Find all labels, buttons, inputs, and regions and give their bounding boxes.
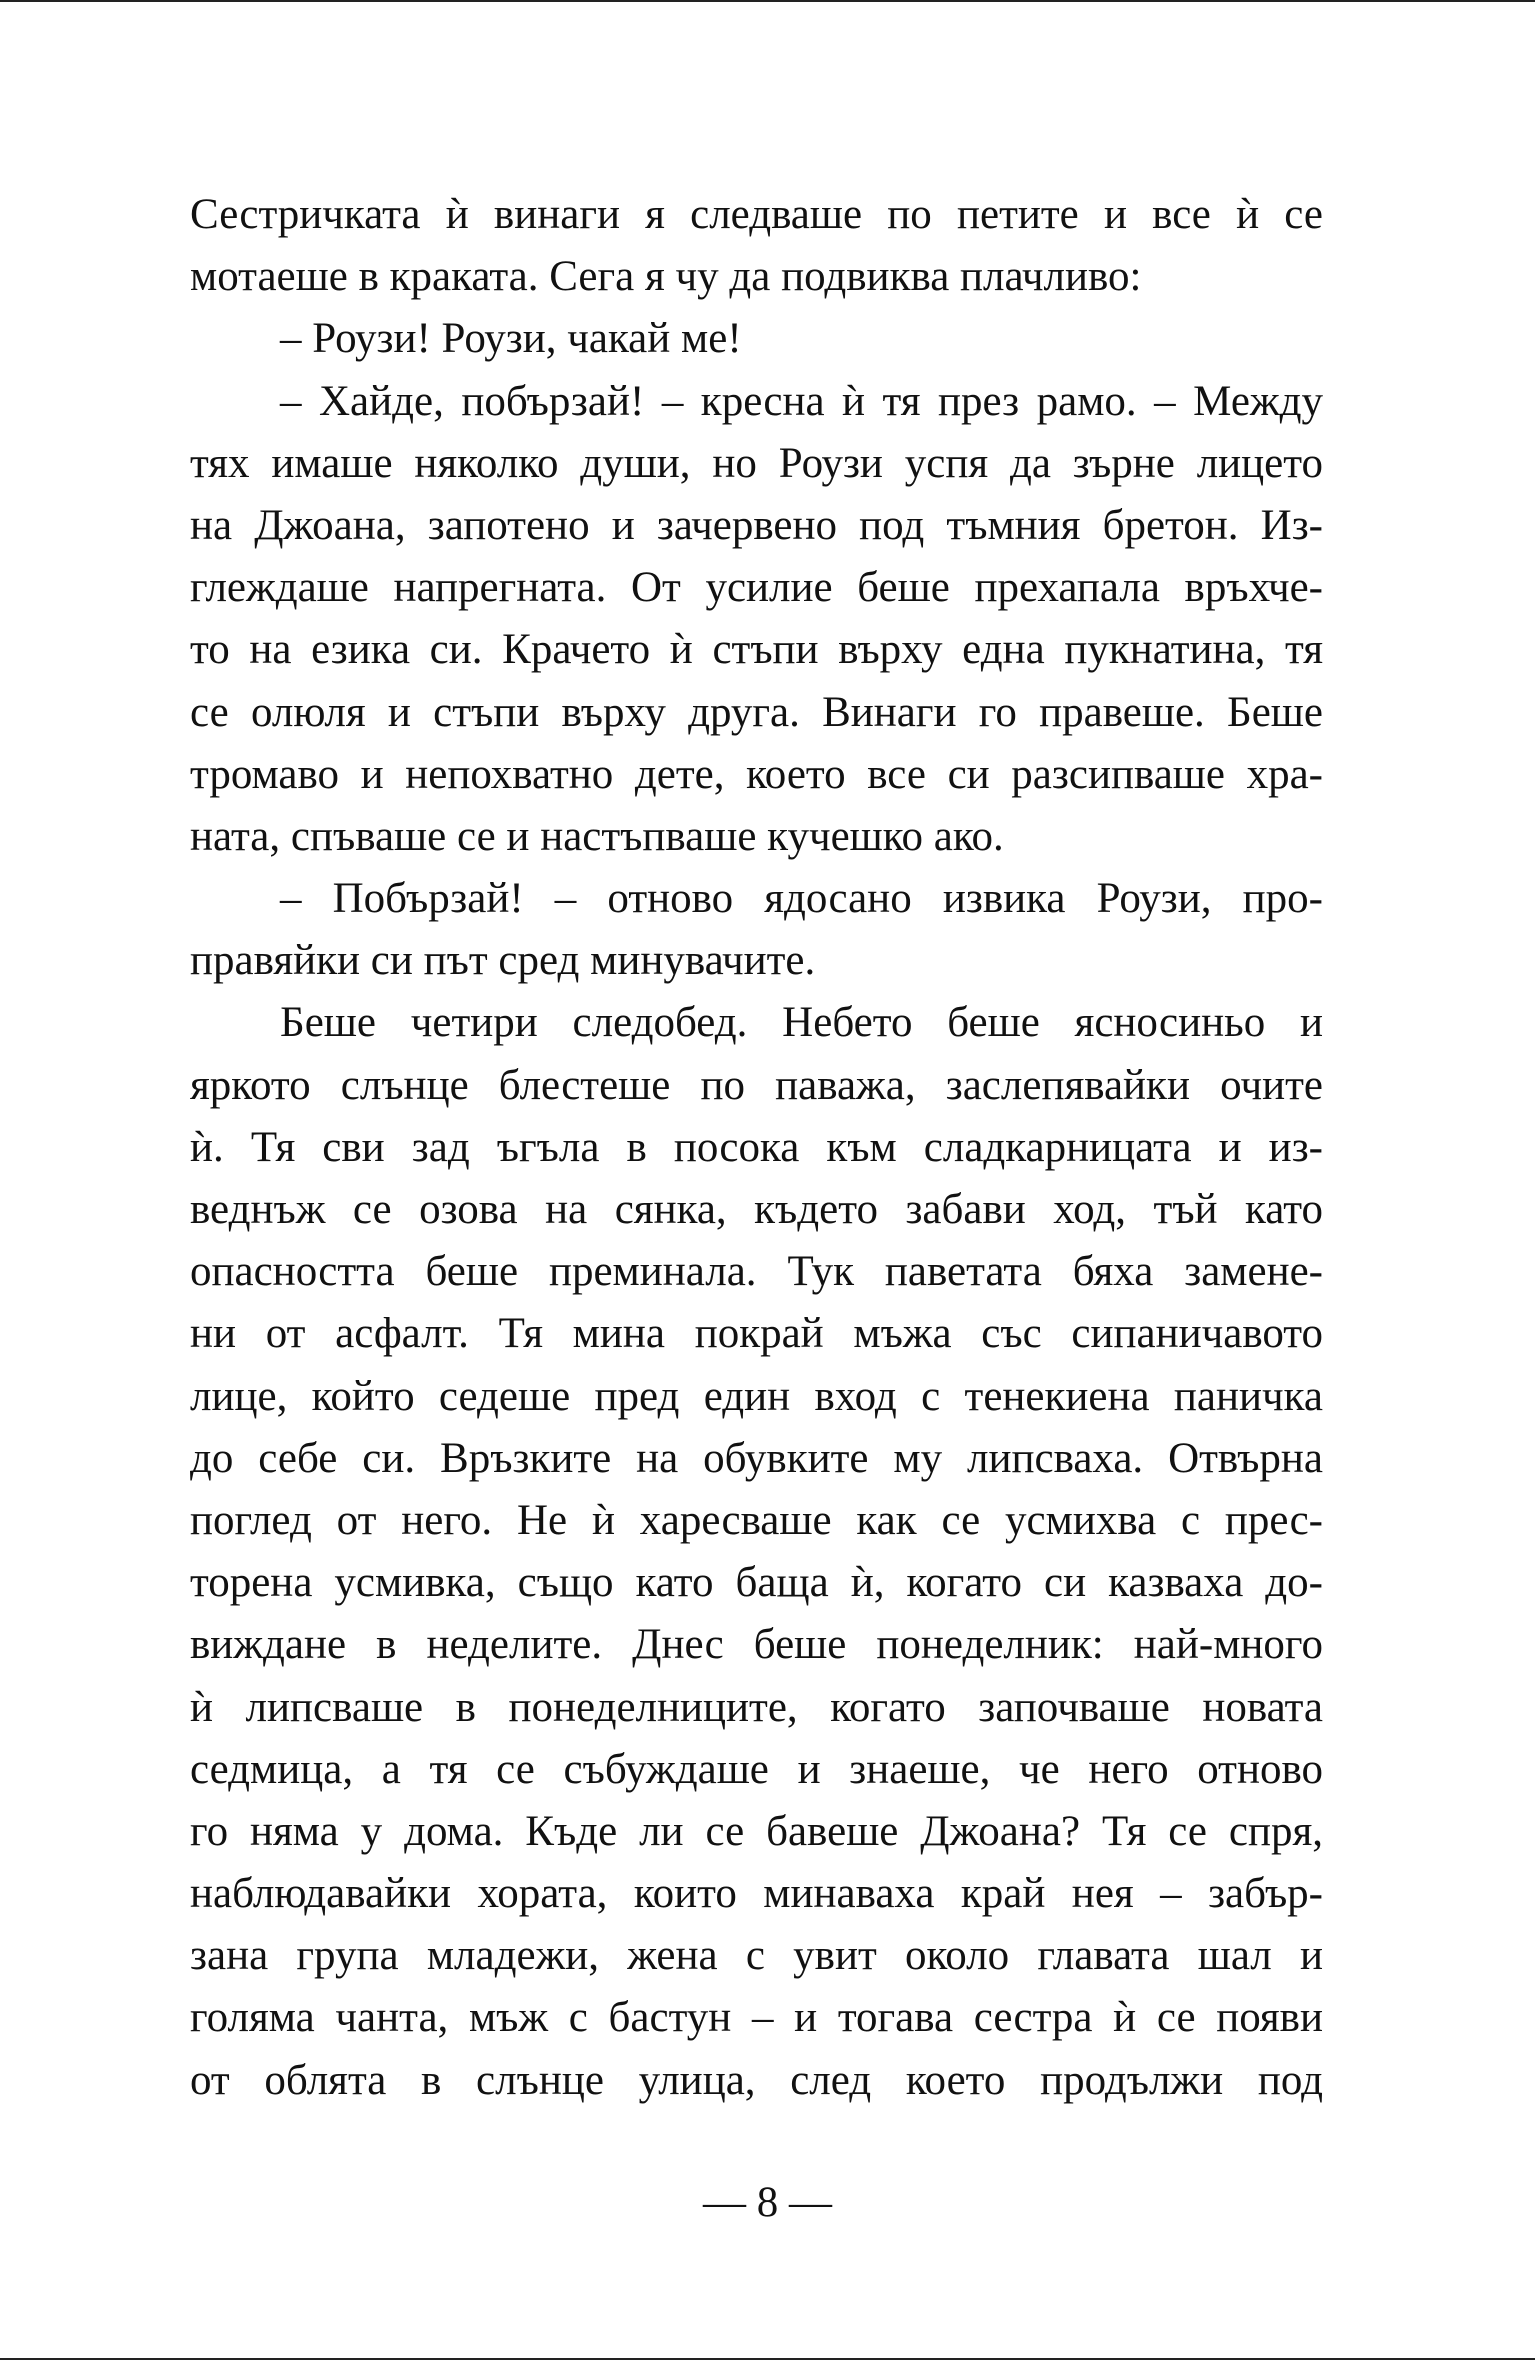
text-line: лице, който седеше пред един вход с тенекиена паничка xyxy=(190,1372,1323,1420)
text-line: ѝ. Тя сви зад ъгъла в посока към сладкарницата и из- xyxy=(190,1123,1323,1171)
text-line: поглед от него. Не ѝ харесваше как се усмихва с прес- xyxy=(190,1496,1323,1544)
text-line: на Джоана, запотено и зачервено под тъмния бретон. Из- xyxy=(190,501,1323,549)
text-line: ѝ липсваше в понеделниците, когато започваше новата xyxy=(190,1683,1323,1731)
text-line: глеждаше напрегната. От усилие беше прехапала връхче- xyxy=(190,564,1323,612)
top-border-line xyxy=(0,0,1535,2)
text-line: се олюля и стъпи върху друга. Винаги го правеше. Беше xyxy=(190,688,1323,736)
text-line: голяма чанта, мъж с бастун – и тогава сестра ѝ се появи xyxy=(190,1994,1323,2042)
bottom-border-line xyxy=(0,2358,1535,2360)
text-line: зана група младежи, жена с увит около главата шал и xyxy=(190,1932,1323,1980)
text-line: ната, спъваше се и настъпваше кучешко ако. xyxy=(190,812,1004,860)
text-line: от облята в слънце улица, след което продължи под xyxy=(190,2056,1323,2104)
text-line: – Роузи! Роузи, чакай ме! xyxy=(280,315,742,363)
text-line: Сестричката ѝ винаги я следваше по петите и все ѝ се xyxy=(190,191,1323,238)
text-line: виждане в неделите. Днес беше понеделник: най-много xyxy=(190,1621,1323,1669)
text-line: тромаво и непохватно дете, което все си разсипваше хра- xyxy=(190,750,1323,798)
text-line: наблюдавайки хората, които минаваха край нея – забър- xyxy=(190,1870,1323,1918)
text-line: мотаеше в краката. Сега я чу да подвиква плачливо: xyxy=(190,253,1142,301)
text-line: ни от асфалт. Тя мина покрай мъжа със сипаничавото xyxy=(190,1310,1323,1358)
text-line: Беше четири следобед. Небето беше ясносиньо и xyxy=(280,999,1323,1047)
text-line: то на езика си. Крачето ѝ стъпи върху една пукнатина, тя xyxy=(190,626,1323,674)
text-line: – Хайде, побързай! – кресна ѝ тя през рамо. – Между xyxy=(280,377,1323,425)
page-number: — 8 — xyxy=(703,2179,832,2226)
text-line: тях имаше няколко души, но Роузи успя да зърне лицето xyxy=(190,439,1323,487)
text-line: веднъж се озова на сянка, където забави ход, тъй като xyxy=(190,1186,1323,1233)
text-line: до себе си. Връзките на обувките му липсваха. Отвърна xyxy=(190,1434,1323,1482)
text-line: яркото слънце блестеше по паважа, заслепявайки очите xyxy=(190,1061,1323,1109)
text-line: го няма у дома. Къде ли се бавеше Джоана? Тя се спря, xyxy=(190,1807,1323,1855)
text-line: седмица, а тя се събуждаше и знаеше, че него отново xyxy=(190,1745,1323,1793)
text-line: торена усмивка, също като баща ѝ, когато си казваха до- xyxy=(190,1559,1323,1607)
body-text xyxy=(190,184,1323,2112)
text-line: правяйки си път сред минувачите. xyxy=(190,937,816,985)
text-line: – Побързай! – отново ядосано извика Роузи, про- xyxy=(280,875,1323,923)
text-line: опасността беше преминала. Тук паветата бяха замене- xyxy=(190,1248,1323,1296)
